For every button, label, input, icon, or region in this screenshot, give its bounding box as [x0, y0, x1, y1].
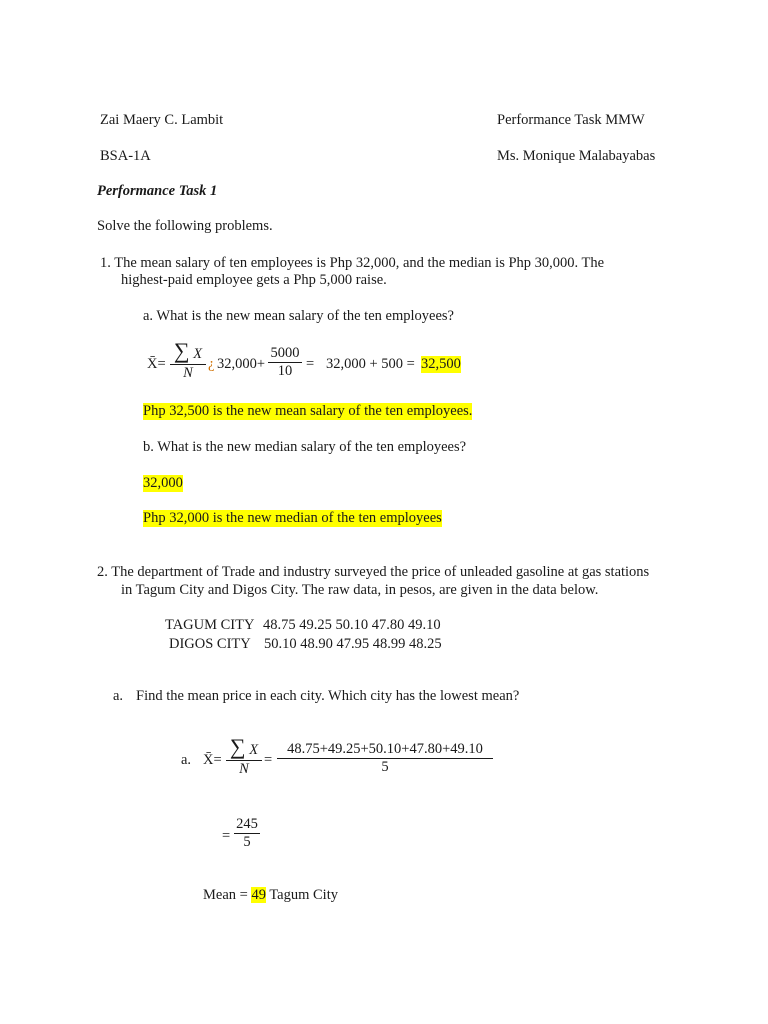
formula-base: 32,000+ — [217, 356, 266, 372]
inverted-question-mark: ¿ — [208, 356, 215, 372]
tagum-label: TAGUM CITY — [165, 617, 255, 633]
equals-sign: = — [264, 752, 273, 768]
fraction-numerator — [226, 734, 262, 760]
formula-result: 32,500 — [421, 356, 461, 372]
raise-denominator: 10 — [277, 363, 293, 379]
problem1-answer-a: Php 32,500 is the new mean salary of the ten employees. — [143, 403, 473, 419]
variable-x: X — [249, 742, 259, 758]
digos-label: DIGOS CITY — [169, 636, 251, 652]
tagum-data: 48.75 49.25 50.10 47.80 49.10 — [263, 617, 441, 633]
equals-sign-2: = — [222, 828, 231, 844]
instructions: Solve the following problems. — [97, 218, 273, 234]
mean-result — [203, 887, 338, 904]
equals-sign: = — [306, 356, 315, 372]
total-fraction — [234, 816, 260, 851]
mean-value: 49 — [251, 887, 266, 903]
sum-over-n-fraction — [170, 338, 206, 382]
xbar-symbol: X̄= — [203, 752, 222, 768]
page-title: Performance Task 1 — [97, 183, 218, 199]
problem2-text-line1: 2. The department of Trade and industry surveyed the price of unleaded gasoline at gas stations — [97, 564, 650, 580]
problem1-question-b: b. What is the new median salary of the ten employees? — [143, 439, 467, 455]
raise-numerator: 5000 — [270, 345, 300, 361]
mean-label: Mean = — [203, 887, 248, 903]
problem1-question-a: a. What is the new mean salary of the ten employees? — [143, 308, 454, 324]
student-course: BSA-1A — [100, 148, 151, 164]
sum-over-n-fraction — [226, 734, 262, 778]
problem2-question-a: Find the mean price in each city. Which city has the lowest mean? — [136, 688, 520, 704]
problem1-answer-b-value: 32,000 — [143, 475, 183, 491]
teacher-name: Ms. Monique Malabayabas — [497, 148, 656, 164]
variable-n: N — [183, 365, 193, 381]
formula-marker: a. — [181, 752, 192, 768]
xbar-symbol: X̄= — [147, 356, 166, 372]
total-denominator: 5 — [243, 834, 251, 850]
problem1-text-line2: highest-paid employee gets a Php 5,000 raise. — [121, 272, 387, 288]
digos-data: 50.10 48.90 47.95 48.99 48.25 — [264, 636, 442, 652]
formula-rhs: 32,000 + 500 = — [326, 356, 415, 372]
sum-fraction — [277, 741, 493, 776]
sigma-symbol: ∑ — [173, 338, 190, 363]
sigma-symbol: ∑ — [229, 734, 246, 759]
variable-x: X — [193, 346, 203, 362]
task-label: Performance Task MMW — [497, 112, 645, 128]
raise-fraction — [268, 345, 302, 380]
problem2-text-line2: in Tagum City and Digos City. The raw data, in pesos, are given in the data below. — [121, 582, 599, 598]
problem2-question-marker: a. — [113, 688, 124, 704]
problem1-text-line1: 1. The mean salary of ten employees is Php 32,000, and the median is Php 30,000. The — [100, 255, 605, 271]
student-name: Zai Maery C. Lambit — [100, 112, 224, 128]
total-numerator: 245 — [236, 816, 258, 832]
variable-n: N — [239, 761, 249, 777]
fraction-numerator — [170, 338, 206, 364]
sum-numerator: 48.75+49.25+50.10+47.80+49.10 — [287, 741, 483, 757]
sum-denominator: 5 — [381, 759, 389, 775]
mean-city: Tagum City — [269, 887, 338, 903]
problem1-answer-b: Php 32,000 is the new median of the ten employees — [143, 510, 442, 526]
